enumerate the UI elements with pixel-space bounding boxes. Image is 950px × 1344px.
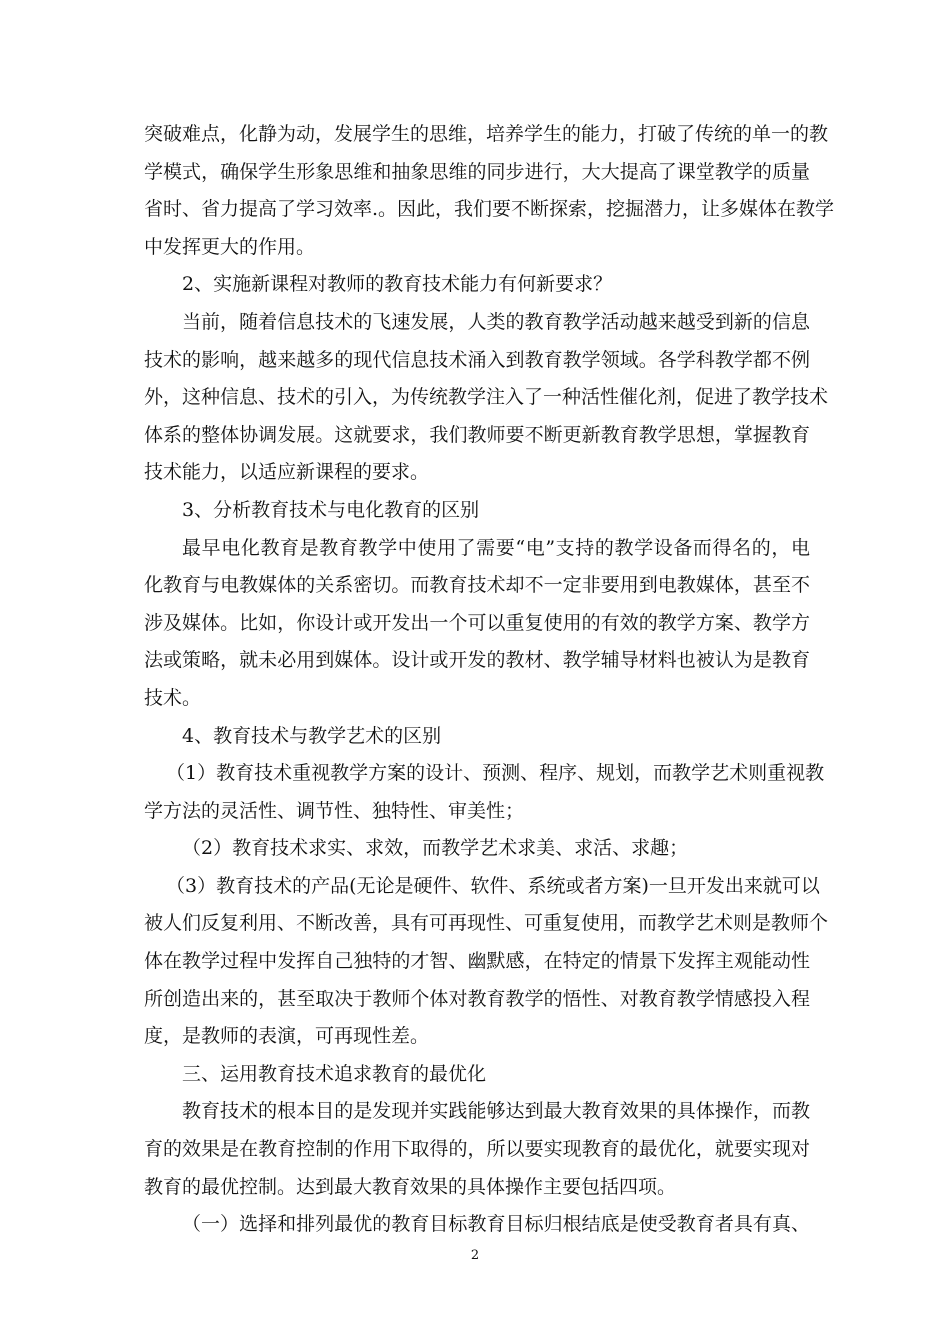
text-line: 体在教学过程中发挥自己独特的才智、幽默感，在特定的情景下发挥主观能动性 — [144, 950, 810, 973]
section-heading: 4、教育技术与教学艺术的区别 — [182, 724, 442, 747]
text-line: 度，是教师的表演，可再现性差。 — [144, 1025, 430, 1048]
text-line: 被人们反复利用、不断改善，具有可再现性、可重复使用，而教学艺术则是教师个 — [144, 912, 829, 935]
section-heading: 3、分析教育技术与电化教育的区别 — [182, 498, 480, 521]
text-line: 当前，随着信息技术的飞速发展，人类的教育教学活动越来越受到新的信息 — [182, 310, 810, 333]
text-line: 法或策略，就未必用到媒体。设计或开发的教材、教学辅导材料也被认为是教育 — [144, 649, 810, 672]
text-line: 教育的最优控制。达到最大教育效果的具体操作主要包括四项。 — [144, 1175, 677, 1198]
text-line: 教育技术的根本目的是发现并实践能够达到最大教育效果的具体操作，而教 — [182, 1100, 810, 1123]
text-line: 外，这种信息、技术的引入，为传统教学注入了一种活性催化剂，促进了教学技术 — [144, 386, 829, 409]
text-line: 学模式，确保学生形象思维和抽象思维的同步进行，大大提高了课堂教学的质量 — [144, 160, 810, 183]
text-line: 育的效果是在教育控制的作用下取得的，所以要实现教育的最优化，就要实现对 — [144, 1138, 810, 1161]
text-line: 最早电化教育是教育教学中使用了需要“电”支持的教学设备而得名的，电 — [182, 536, 810, 559]
text-line: 体系的整体协调发展。这就要求，我们教师要不断更新教育教学思想，掌握教育 — [144, 423, 810, 446]
section-heading: 2、实施新课程对教师的教育技术能力有何新要求？ — [182, 273, 613, 296]
text-line: 技术的影响，越来越多的现代信息技术涌入到教育教学领域。各学科教学都不例 — [144, 348, 810, 371]
body-text — [144, 116, 835, 1244]
text-line: 突破难点，化静为动，发展学生的思维，培养学生的能力，打破了传统的单一的教 — [144, 123, 829, 145]
text-line: （1）教育技术重视教学方案的设计、预测、程序、规划，而教学艺术则重视教 — [166, 762, 825, 785]
text-line: 技术能力，以适应新课程的要求。 — [144, 461, 430, 484]
page-number: 2 — [470, 1248, 480, 1263]
text-line: （一）选择和排列最优的教育目标教育目标归根结底是使受教育者具有真、 — [182, 1213, 810, 1236]
text-line: 所创造出来的，甚至取决于教师个体对教育教学的悟性、对教育教学情感投入程 — [144, 987, 810, 1010]
text-line: 技术。 — [144, 686, 202, 709]
text-line: 中发挥更大的作用。 — [144, 235, 316, 258]
text-line: （3）教育技术的产品(无论是硬件、软件、系统或者方案)一旦开发出来就可以 — [166, 874, 820, 897]
text-line: 化教育与电教媒体的关系密切。而教育技术却不一定非要用到电教媒体，甚至不 — [144, 574, 810, 597]
text-line: 涉及媒体。比如，你设计或开发出一个可以重复使用的有效的教学方案、教学方 — [144, 611, 810, 634]
text-line: 省时、省力提高了学习效率.。因此，我们要不断探索，挖掘潜力，让多媒体在教学 — [144, 198, 835, 221]
text-line: 学方法的灵活性、调节性、独特性、审美性； — [144, 799, 525, 822]
text-line: （2）教育技术求实、求效，而教学艺术求美、求活、求趣； — [182, 837, 689, 860]
section-heading: 三、运用教育技术追求教育的最优化 — [182, 1062, 487, 1085]
